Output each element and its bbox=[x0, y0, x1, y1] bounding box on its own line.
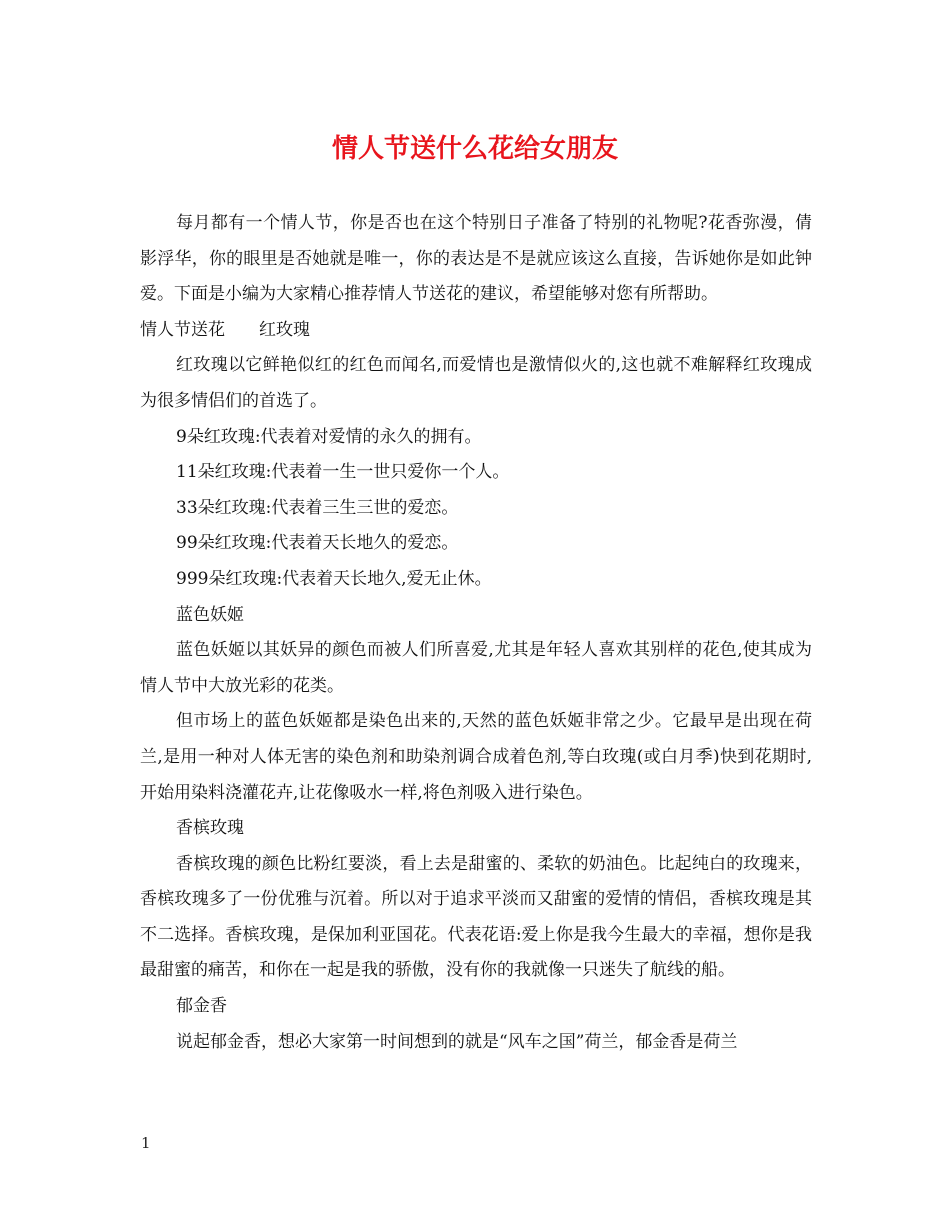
document-body bbox=[140, 206, 812, 1060]
blue-enchantress-paragraph-2: 但市场上的蓝色妖姬都是染色出来的,天然的蓝色妖姬非常之少。它最早是出现在荷兰,是用一种对人体无害的染色剂和助染剂调合成着色剂,等白玫瑰(或白月季)快到花期时,开始用染料浇灌花卉,让花像吸水一样,将色剂吸入进行染色。 bbox=[140, 711, 812, 803]
blue-enchantress-heading: 蓝色妖姬 bbox=[176, 604, 244, 625]
page-number: 1 bbox=[141, 1134, 151, 1152]
blue-enchantress-paragraph-1: 蓝色妖姬以其妖异的颜色而被人们所喜爱,尤其是年轻人喜欢其别样的花色,使其成为情人节中大放光彩的花类。 bbox=[140, 640, 812, 696]
champagne-rose-paragraph: 香槟玫瑰的颜色比粉红要淡，看上去是甜蜜的、柔软的奶油色。比起纯白的玫瑰来，香槟玫瑰多了一份优雅与沉着。所以对于追求平淡而又甜蜜的爱情的情侣，香槟玫瑰是其不二选择。香槟玫瑰，是保加利亚国花。代表花语:爱上你是我今生最大的幸福，想你是我最甜蜜的痛苦，和你在一起是我的骄傲，没有你的我就像一只迷失了航线的船。 bbox=[140, 853, 812, 981]
red-rose-meaning-33: 33朵红玫瑰:代表着三生三世的爱恋。 bbox=[176, 497, 459, 518]
red-rose-meaning-11: 11朵红玫瑰:代表着一生一世只爱你一个人。 bbox=[176, 462, 510, 483]
tulip-paragraph: 说起郁金香，想必大家第一时间想到的就是“风车之国”荷兰，郁金香是荷兰 bbox=[176, 1031, 738, 1052]
red-rose-meaning-999: 999朵红玫瑰:代表着天长地久,爱无止休。 bbox=[176, 568, 492, 589]
intro-paragraph: 每月都有一个情人节，你是否也在这个特别日子准备了特别的礼物呢?花香弥漫，倩影浮华，你的眼里是否她就是唯一，你的表达是不是就应该这么直接，告诉她你是如此钟爱。下面是小编为大家精心推荐情人节送花的建议，希望能够对您有所帮助。 bbox=[140, 213, 812, 305]
champagne-rose-heading: 香槟玫瑰 bbox=[176, 818, 244, 839]
tulip-heading: 郁金香 bbox=[176, 996, 227, 1017]
document-title: 情人节送什么花给女朋友 bbox=[331, 134, 618, 164]
red-rose-meaning-99: 99朵红玫瑰:代表着天长地久的爱恋。 bbox=[176, 533, 459, 554]
section-heading: 情人节送花 红玫瑰 bbox=[140, 319, 310, 340]
red-rose-description: 红玫瑰以它鲜艳似红的红色而闻名,而爱情也是激情似火的,这也就不难解释红玫瑰成为很多情侣们的首选了。 bbox=[140, 355, 812, 411]
red-rose-meaning-9: 9朵红玫瑰:代表着对爱情的永久的拥有。 bbox=[176, 426, 482, 447]
